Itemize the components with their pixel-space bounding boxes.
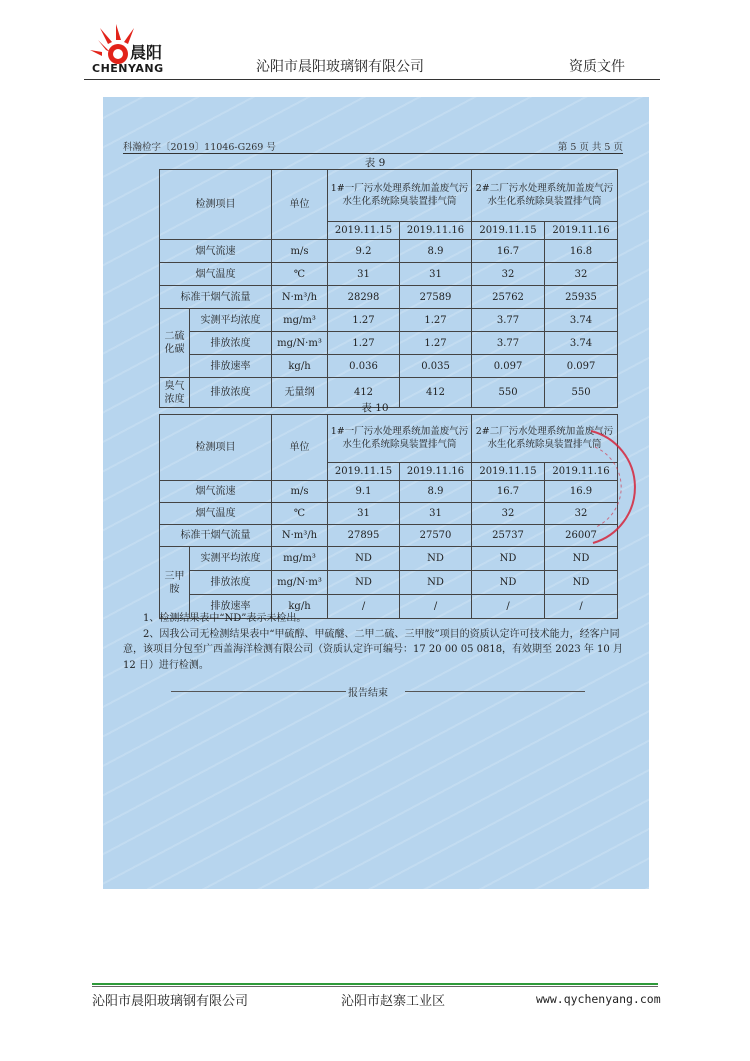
table10-head-item: 检测项目 — [160, 415, 272, 481]
table10-head-unit: 单位 — [272, 415, 328, 481]
note-item: 1、检测结果表中“ND”表示未检出。 — [143, 613, 307, 624]
cell-value: / — [400, 595, 472, 619]
cell-value: 25935 — [545, 286, 618, 309]
table10-group1-head: 1#一厂污水处理系统加盖废气污水生化系统除臭装置排气筒 — [328, 415, 472, 463]
table9-date: 2019.11.16 — [545, 222, 618, 240]
table-row — [160, 503, 618, 525]
cell-value: 32 — [545, 503, 618, 525]
table-row — [160, 547, 618, 571]
row-unit: ℃ — [272, 263, 328, 286]
table9-group1-head: 1#一厂污水处理系统加盖废气污水生化系统除臭装置排气筒 — [328, 170, 472, 222]
note-item: 2、因我公司无检测结果表中“甲硫醇、甲硫醚、二甲二硫、三甲胺”项目的资质认定许可技术能力，经客户同意，该项目分包至广西盖海洋检测有限公司（资质认定许可编号：17 20 00 05 0818，有效期至 2023 年 10 月 12 日）进行检测。 — [123, 628, 623, 671]
row-unit: N·m³/h — [272, 525, 328, 547]
cell-value: 1.27 — [328, 332, 400, 355]
cell-value: 412 — [328, 378, 400, 408]
cell-value: 1.27 — [400, 332, 472, 355]
table-row — [160, 525, 618, 547]
cell-value: / — [545, 595, 618, 619]
table10 — [159, 414, 618, 619]
header-doc-type: 资质文件 — [569, 59, 625, 75]
table10-date: 2019.11.15 — [328, 463, 400, 481]
cell-value: 16.7 — [472, 240, 545, 263]
cell-value: 8.9 — [400, 481, 472, 503]
svg-text:晨阳: 晨阳 — [130, 43, 163, 62]
row-label: 烟气流速 — [160, 481, 272, 503]
row-label: 排放速率 — [190, 595, 272, 619]
cell-value: ND — [472, 571, 545, 595]
cell-value: ND — [400, 571, 472, 595]
row-unit: N·m³/h — [272, 286, 328, 309]
cell-value: 550 — [545, 378, 618, 408]
footer-address: 沁阳市赵寨工业区 — [341, 994, 446, 1009]
cell-value: 3.74 — [545, 332, 618, 355]
row-unit: mg/N·m³ — [272, 571, 328, 595]
cell-value: ND — [328, 547, 400, 571]
report-top-rule — [123, 153, 623, 154]
cell-value: 27570 — [400, 525, 472, 547]
table-row — [160, 309, 618, 332]
row-label: 标准干烟气流量 — [160, 525, 272, 547]
cell-value: 412 — [400, 378, 472, 408]
table-row — [160, 571, 618, 595]
cell-value: 27589 — [400, 286, 472, 309]
cell-value: 0.097 — [472, 355, 545, 378]
cell-value: ND — [328, 571, 400, 595]
row-unit: mg/m³ — [272, 309, 328, 332]
footer-company-name: 沁阳市晨阳玻璃钢有限公司 — [92, 994, 249, 1009]
table-row — [160, 286, 618, 309]
row-label: 实测平均浓度 — [190, 309, 272, 332]
cell-value: 1.27 — [400, 309, 472, 332]
logo-wordmark: CHENYANG — [92, 62, 164, 75]
cell-value: 31 — [328, 503, 400, 525]
page-number: 第 5 页 共 5 页 — [557, 142, 623, 153]
row-label: 排放浓度 — [190, 378, 272, 408]
cell-value: 0.036 — [328, 355, 400, 378]
row-unit: m/s — [272, 481, 328, 503]
group-label: 二硫化碳 — [160, 309, 190, 378]
table-row — [160, 355, 618, 378]
row-label: 实测平均浓度 — [190, 547, 272, 571]
cell-value: 31 — [400, 503, 472, 525]
table9-date: 2019.11.15 — [328, 222, 400, 240]
table-row — [160, 481, 618, 503]
cell-value: ND — [472, 547, 545, 571]
row-label: 标准干烟气流量 — [160, 286, 272, 309]
cell-value: ND — [400, 547, 472, 571]
table9-date: 2019.11.15 — [472, 222, 545, 240]
table-row — [160, 332, 618, 355]
group-label: 三甲胺 — [160, 547, 190, 619]
cell-value: 8.9 — [400, 240, 472, 263]
report-end-text: 报告结束 — [348, 688, 388, 699]
table9-head-item: 检测项目 — [160, 170, 272, 240]
cell-value: ND — [545, 547, 618, 571]
table10-date: 2019.11.16 — [545, 463, 618, 481]
report-notes — [123, 611, 633, 673]
row-unit: kg/h — [272, 595, 328, 619]
cell-value: 26007 — [545, 525, 618, 547]
table10-caption: 表 10 — [361, 402, 389, 414]
cell-value: 28298 — [328, 286, 400, 309]
cell-value: 32 — [472, 263, 545, 286]
header-divider — [84, 79, 660, 80]
cell-value: 9.1 — [328, 481, 400, 503]
row-label: 排放浓度 — [190, 332, 272, 355]
cell-value: 25762 — [472, 286, 545, 309]
row-unit: ℃ — [272, 503, 328, 525]
cell-value: 1.27 — [328, 309, 400, 332]
header-company-name: 沁阳市晨阳玻璃钢有限公司 — [256, 59, 424, 75]
end-rule-left — [171, 691, 346, 692]
footer-divider-dark — [92, 986, 658, 987]
cell-value: / — [328, 595, 400, 619]
row-label: 烟气温度 — [160, 503, 272, 525]
cell-value: 25737 — [472, 525, 545, 547]
table9-group2-head: 2#二厂污水处理系统加盖废气污水生化系统除臭装置排气筒 — [472, 170, 618, 222]
row-label: 排放速率 — [190, 355, 272, 378]
table-row — [160, 240, 618, 263]
table9-caption: 表 9 — [364, 157, 386, 169]
cell-value: ND — [545, 571, 618, 595]
group-label: 臭气浓度 — [160, 378, 190, 408]
cell-value: 27895 — [328, 525, 400, 547]
report-number: 科瀚检字〔2019〕11046-G269 号 — [123, 142, 276, 153]
red-seal-stamp-icon — [581, 427, 641, 547]
table9-date: 2019.11.16 — [400, 222, 472, 240]
cell-value: 3.77 — [472, 309, 545, 332]
scanned-report-page — [103, 97, 649, 889]
footer-website-link[interactable]: www.qychenyang.com — [536, 992, 661, 1006]
cell-value: 16.9 — [545, 481, 618, 503]
table9-head-unit: 单位 — [272, 170, 328, 240]
cell-value: 0.097 — [545, 355, 618, 378]
cell-value: 3.77 — [472, 332, 545, 355]
cell-value: 32 — [545, 263, 618, 286]
table-row — [160, 263, 618, 286]
cell-value: 16.7 — [472, 481, 545, 503]
cell-value: 0.035 — [400, 355, 472, 378]
row-unit: m/s — [272, 240, 328, 263]
footer-divider-green — [92, 983, 658, 985]
cell-value: 3.74 — [545, 309, 618, 332]
row-unit: mg/N·m³ — [272, 332, 328, 355]
table10-date: 2019.11.16 — [400, 463, 472, 481]
row-unit: 无量纲 — [272, 378, 328, 408]
row-label: 烟气温度 — [160, 263, 272, 286]
table10-date: 2019.11.15 — [472, 463, 545, 481]
row-unit: kg/h — [272, 355, 328, 378]
page-header — [0, 0, 750, 82]
row-label: 排放浓度 — [190, 571, 272, 595]
table10-group2-head: 2#二厂污水处理系统加盖废气污水生化系统除臭装置排气筒 — [472, 415, 618, 463]
row-label: 烟气流速 — [160, 240, 272, 263]
row-unit: mg/m³ — [272, 547, 328, 571]
cell-value: 550 — [472, 378, 545, 408]
table9 — [159, 169, 618, 408]
end-rule-right — [405, 691, 585, 692]
cell-value: 31 — [400, 263, 472, 286]
cell-value: 31 — [328, 263, 400, 286]
cell-value: / — [472, 595, 545, 619]
cell-value: 32 — [472, 503, 545, 525]
cell-value: 16.8 — [545, 240, 618, 263]
cell-value: 9.2 — [328, 240, 400, 263]
